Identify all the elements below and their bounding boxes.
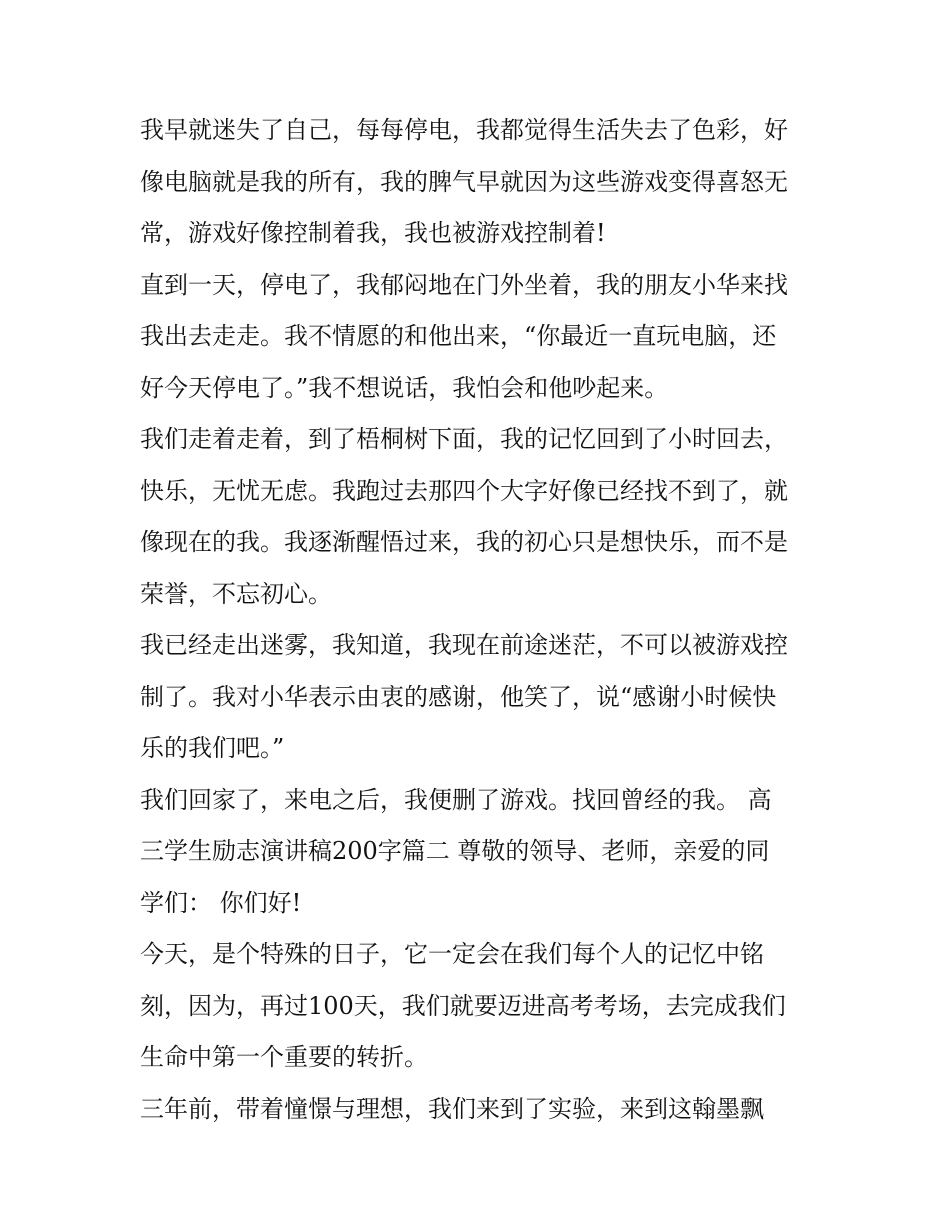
text-line: 制了。我对小华表示由衷的感谢，他笑了，说“感谢小时候快: [140, 682, 777, 711]
document-body: [140, 110, 820, 1140]
paragraph: [140, 110, 820, 265]
text-line: 我早就迷失了自己，每每停电，我都觉得生活失去了色彩，好: [140, 116, 788, 144]
text-line: 今天，是个特殊的日子，它一定会在我们每个人的记忆中铭: [140, 940, 764, 968]
text-line: 像现在的我。我逐渐醒悟过来，我的初心只是想快乐，而不是: [140, 528, 788, 556]
paragraph: [140, 934, 820, 1089]
text-line: 像电脑就是我的所有，我的脾气早就因为这些游戏变得喜怒无: [140, 167, 788, 196]
text-line: 生命中第一个重要的转折。: [140, 1043, 428, 1071]
text-line: 我已经走出迷雾，我知道，我现在前途迷茫，不可以被游戏控: [140, 631, 788, 659]
text-line: 刻，因为，再过100天，我们就要迈进高考考场，去完成我们: [140, 991, 786, 1020]
text-line: 乐的我们吧。”: [140, 734, 285, 762]
text-line: 三学生励志演讲稿200字篇二 尊敬的领导、老师，亲爱的同: [140, 837, 770, 865]
paragraph: [140, 625, 820, 780]
paragraph: [140, 1089, 820, 1141]
text-line: 荣誉，不忘初心。: [140, 579, 332, 608]
text-line: 我们回家了，来电之后，我便删了游戏。找回曾经的我。 高: [140, 785, 772, 814]
text-line: 三年前，带着憧憬与理想，我们来到了实验，来到这翰墨飘: [140, 1094, 764, 1123]
text-line: 学们： 你们好!: [140, 888, 302, 917]
text-line: 快乐，无忧无虑。我跑过去那四个大字好像已经找不到了，就: [140, 476, 788, 505]
text-line: 我出去走走。我不情愿的和他出来，“你最近一直玩电脑，还: [140, 322, 777, 350]
paragraph: [140, 780, 820, 935]
text-line: 直到一天，停电了，我郁闷地在门外坐着，我的朋友小华来找: [140, 270, 788, 299]
paragraph: [140, 419, 820, 625]
text-line: 好今天停电了。”我不想说话，我怕会和他吵起来。: [140, 373, 669, 402]
text-line: 常，游戏好像控制着我，我也被游戏控制着!: [140, 219, 606, 247]
text-line: 我们走着走着，到了梧桐树下面，我的记忆回到了小时回去，: [140, 425, 788, 453]
paragraph: [140, 265, 820, 420]
